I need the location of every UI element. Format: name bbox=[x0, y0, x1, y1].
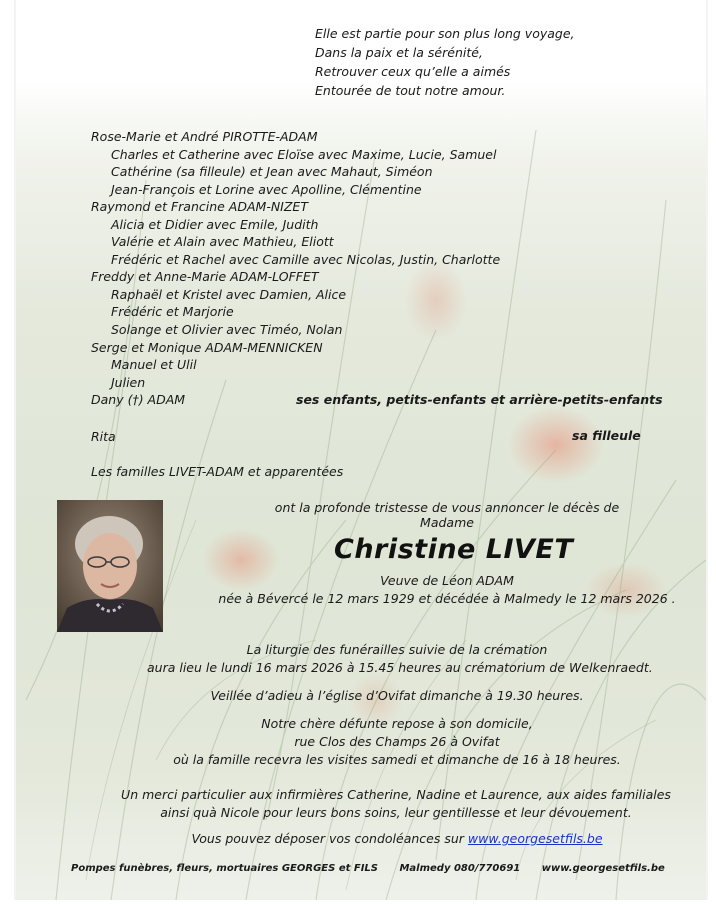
announcement-line: ont la profonde tristesse de vous annoncer le décès de bbox=[274, 500, 620, 515]
footer-site: www.georgesetfils.be bbox=[541, 863, 665, 874]
footer bbox=[71, 863, 665, 874]
poem-line: Elle est partie pour son plus long voyage, bbox=[315, 26, 575, 41]
thanks-line: ainsi quà Nicole pour leurs bons soins, leur gentillesse et leur dévouement. bbox=[160, 805, 632, 820]
family-line: Julien bbox=[111, 374, 146, 390]
family-line: Charles et Catherine avec Eloïse avec Maxime, Lucie, Samuel bbox=[111, 146, 497, 162]
rita-name: Rita bbox=[91, 429, 116, 444]
poem bbox=[315, 24, 575, 100]
thanks-line: Un merci particulier aux infirmières Catherine, Nadine et Laurence, aux aides familiales bbox=[121, 787, 671, 802]
family-line: Raphaël et Kristel avec Damien, Alice bbox=[111, 286, 347, 302]
vigil-line: Veillée d’adieu à l’église d’Ovifat dimanche à 19.30 heures. bbox=[210, 688, 584, 703]
family-line: Manuel et Ulil bbox=[111, 357, 197, 373]
family-line: Cathérine (sa filleule) et Jean avec Mahaut, Siméon bbox=[111, 164, 433, 180]
announcement-title: Madame bbox=[420, 515, 474, 530]
rest-line: rue Clos des Champs 26 à Ovifat bbox=[294, 734, 500, 749]
funeral-line: La liturgie des funérailles suivie de la crémation bbox=[246, 642, 548, 657]
family-line: Raymond et Francine ADAM-NIZET bbox=[91, 199, 308, 215]
family-line: Frédéric et Marjorie bbox=[111, 304, 234, 320]
family-line: Rose-Marie et André PIROTTE-ADAM bbox=[91, 129, 318, 144]
condolences-line bbox=[147, 831, 647, 846]
family-line: Frédéric et Rachel avec Camille avec Nicolas, Justin, Charlotte bbox=[111, 251, 501, 267]
footer-phone: Malmedy 080/770691 bbox=[399, 863, 521, 874]
family-line: Dany (†) ADAM bbox=[91, 392, 186, 408]
footer-company: Pompes funèbres, fleurs, mortuaires GEORGES et FILS bbox=[71, 863, 378, 874]
filleule-relation: sa filleule bbox=[572, 428, 641, 443]
family-list bbox=[91, 128, 663, 409]
rest-line: Notre chère défunte repose à son domicile, bbox=[261, 716, 533, 731]
poem-line: Entourée de tout notre amour. bbox=[315, 83, 506, 98]
family-line: Jean-François et Lorine avec Apolline, Clémentine bbox=[111, 181, 422, 197]
poem-line: Dans la paix et la sérénité, bbox=[315, 45, 483, 60]
family-line: Alicia et Didier avec Emile, Judith bbox=[111, 216, 319, 232]
deceased-name: Christine LIVET bbox=[334, 534, 574, 565]
birth-death-dates: née à Bévercé le 12 mars 1929 et décédée à Malmedy le 12 mars 2026 . bbox=[218, 591, 676, 606]
family-line: Serge et Monique ADAM-MENNICKEN bbox=[91, 339, 323, 355]
condolences-text: Vous pouvez déposer vos condoléances sur bbox=[191, 831, 468, 846]
poem-line: Retrouver ceux qu’elle a aimés bbox=[315, 64, 511, 79]
condolences-link[interactable]: www.georgesetfils.be bbox=[467, 831, 603, 846]
family-line-last bbox=[91, 391, 663, 409]
rest-line: où la famille recevra les visites samedi et dimanche de 16 à 18 heures. bbox=[173, 752, 621, 767]
family-line: Solange et Olivier avec Timéo, Nolan bbox=[111, 322, 343, 338]
obituary-page bbox=[14, 0, 708, 900]
widow-line: Veuve de Léon ADAM bbox=[380, 573, 514, 588]
family-line: Valérie et Alain avec Mathieu, Eliott bbox=[111, 234, 334, 250]
family-line: Freddy et Anne-Marie ADAM-LOFFET bbox=[91, 269, 319, 285]
families-line: Les familles LIVET-ADAM et apparentées bbox=[91, 464, 344, 479]
portrait-photo bbox=[57, 500, 163, 632]
funeral-line: aura lieu le lundi 16 mars 2026 à 15.45 heures au crématorium de Welkenraedt. bbox=[147, 660, 653, 675]
children-relation: ses enfants, petits-enfants et arrière-petits-enfants bbox=[296, 392, 663, 408]
